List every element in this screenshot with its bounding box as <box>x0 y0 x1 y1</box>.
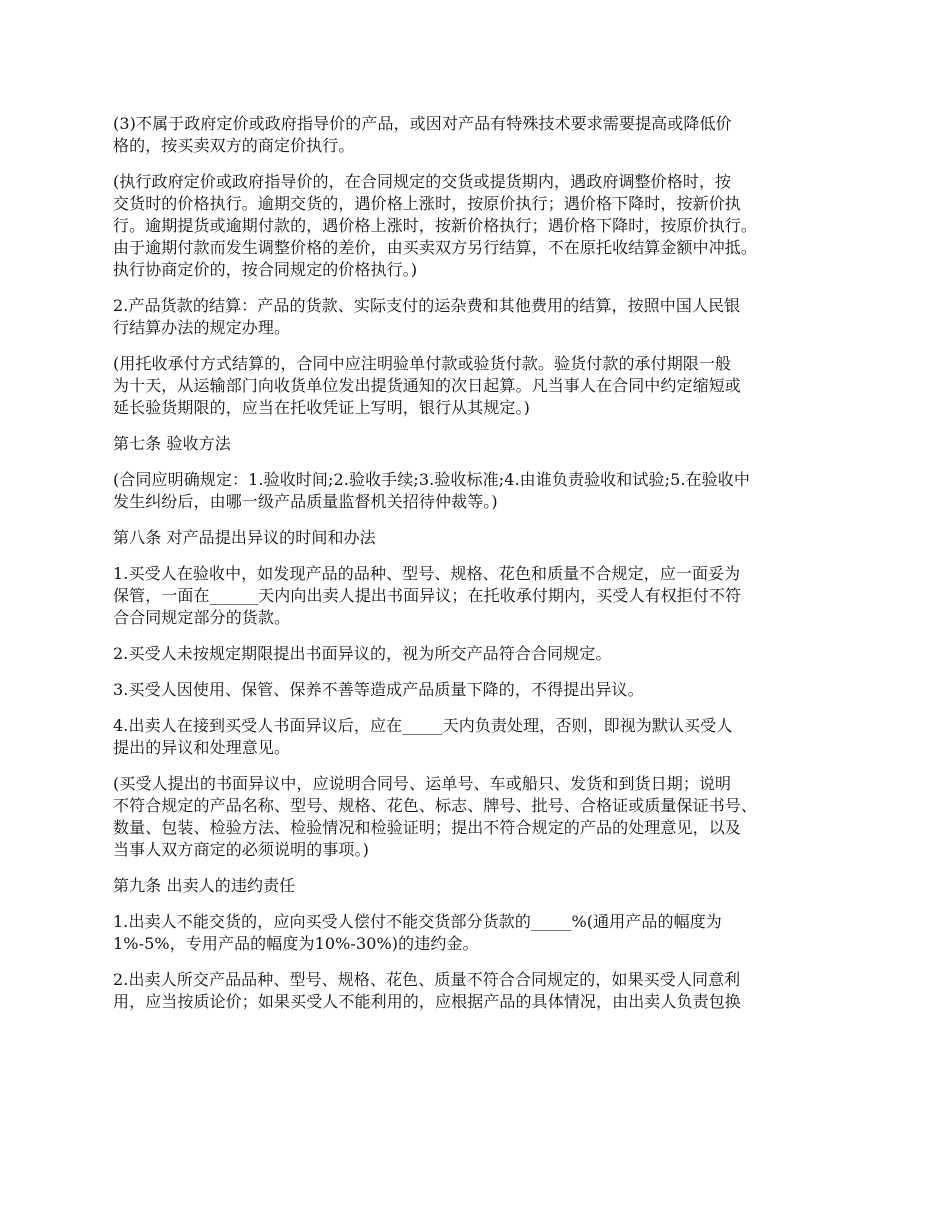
document-body <box>113 113 853 1027</box>
paragraph-payment-settlement: 2.产品货款的结算：产品的货款、实际支付的运杂费和其他费用的结算，按照中国人民银 行结算办法的规定办理。 <box>113 296 741 337</box>
paragraph-objection-1: 1.买受人在验收中，如发现产品的品种、型号、规格、花色和质量不合规定，应一面妥为 保管，一面在______天内向出卖人提出书面异议；在托收承付期内，买受人有权拒付不符 合合同规定部分的货款。 <box>113 564 742 627</box>
paragraph-objection-3: 3.买受人因使用、保管、保养不善等造成产品质量下降的，不得提出异议。 <box>113 680 644 699</box>
section-heading-article-9: 第九条 出卖人的违约责任 <box>113 876 296 895</box>
paragraph-collection-note: (用托收承付方式结算的，合同中应注明验单付款或验货付款。验货付款的承付期限一般 为十天，从运输部门向收货单位发出提货通知的次日起算。凡当事人在合同中约定缩短或 延长验货期限的，应当在托收凭证上写明，银行从其规定。) <box>113 354 741 417</box>
paragraph-objection-2: 2.买受人未按规定期限提出书面异议的，视为所交产品符合合同规定。 <box>113 644 612 663</box>
paragraph-objection-note: (买受人提出的书面异议中，应说明合同号、运单号、车或船只、发货和到货日期；说明 不符合规定的产品名称、型号、规格、花色、标志、牌号、批号、合格证或质量保证书号、 数量、包装、检验方法、检验情况和检验证明；提出不符合规定的产品的处理意见，以及 当事人双方商定的必须说明的事项。) <box>113 774 758 859</box>
paragraph-government-price-note: (执行政府定价或政府指导价的，在合同规定的交货或提货期内，遇政府调整价格时，按 交货时的价格执行。逾期交货的，遇价格上涨时，按原价执行；遇价格下降时，按新价执 行。逾期提货或逾期付款的，遇价格上涨时，按新价格执行；遇价格下降时，按原价执行。 由于逾期付款而发生调整价格的差价，由买卖双方另行结算，不在原托收结算金额中冲抵。 执行协商定价的，按合同规定的价格执行。) <box>113 172 758 279</box>
paragraph-objection-4: 4.出卖人在接到买受人书面异议后，应在_____天内负责处理，否则，即视为默认买受人 提出的异议和处理意见。 <box>113 716 733 757</box>
paragraph-seller-liability-2: 2.出卖人所交产品品种、型号、规格、花色、质量不符合合同规定的，如果买受人同意利 用，应当按质论价；如果买受人不能利用的，应根据产品的具体情况，由出卖人负责包换 <box>113 970 741 1011</box>
section-heading-article-7: 第七条 验收方法 <box>113 434 231 453</box>
paragraph-seller-liability-1: 1.出卖人不能交货的，应向买受人偿付不能交货部分货款的_____%(通用产品的幅度为 1%-5%，专用产品的幅度为10%-30%)的违约金。 <box>113 912 722 953</box>
section-heading-article-8: 第八条 对产品提出异议的时间和办法 <box>113 528 376 547</box>
paragraph-price-negotiated: (3)不属于政府定价或政府指导价的产品，或因对产品有特殊技术要求需要提高或降低价 格的，按买卖双方的商定价执行。 <box>113 114 732 155</box>
paragraph-inspection-note: (合同应明确规定：1.验收时间;2.验收手续;3.验收标准;4.由谁负责验收和试验;5.在验收中 发生纠纷后，由哪一级产品质量监督机关招待仲裁等。) <box>113 470 750 511</box>
